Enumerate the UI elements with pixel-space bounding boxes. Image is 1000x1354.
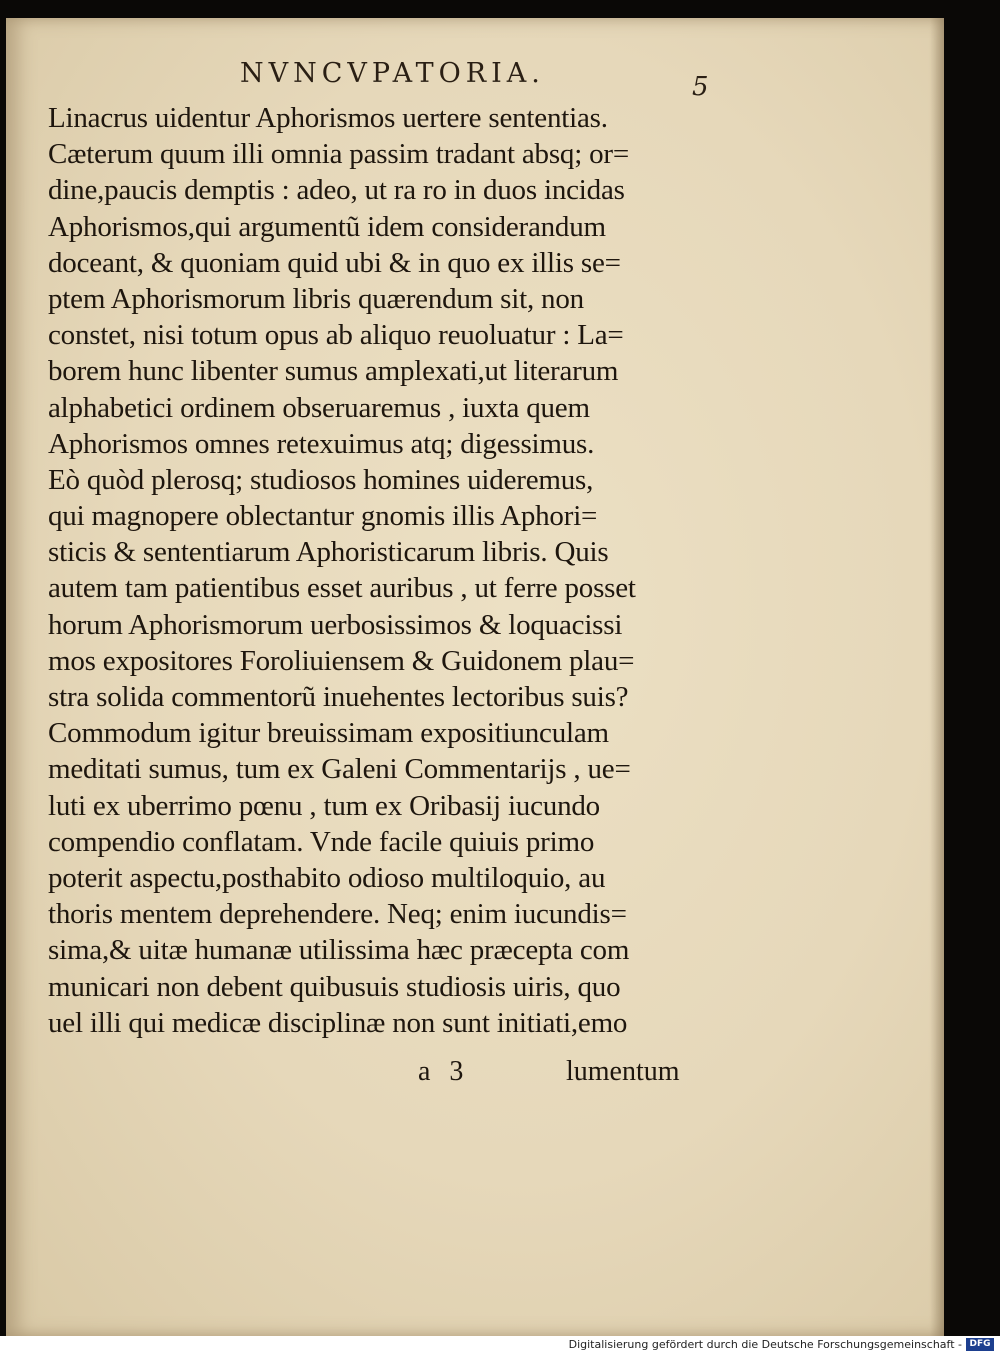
text-line: autem tam patientibus esset auribus , ut ferre posset [48,572,636,605]
text-line: sima,& uitæ humanæ utilissima hæc præcepta com [48,934,630,967]
text-line: horum Aphorismorum uerbosissimos & loquacissi [48,608,623,641]
text-line: borem hunc libenter sumus amplexati,ut literarum [48,355,619,388]
funding-credit: Digitalisierung gefördert durch die Deutsche Forschungsgemeinschaft - [568,1338,962,1351]
text-line: qui magnopere oblectantur gnomis illis Aphori= [48,500,598,533]
text-line: dine,paucis demptis : adeo, ut ra ro in duos incidas [48,174,625,207]
text-line: Eò quòd plerosq; studiosos homines uideremus, [48,463,594,496]
text-line: ptem Aphorismorum libris quærendum sit, non [48,282,584,315]
text-line: doceant, & quoniam quid ubi & in quo ex illis se= [48,246,621,279]
text-line: meditati sumus, tum ex Galeni Commentarijs , ue= [48,753,631,786]
text-line: Commodum igitur breuissimam expositiunculam [48,717,609,750]
text-line: luti ex uberrimo pœnu , tum ex Oribasij iucundo [48,789,600,822]
page-number: 5 [692,72,709,102]
text-line: Linacrus uidentur Aphorismos uertere sententias. [48,102,608,134]
page-edge-shadow [930,18,944,1336]
text-line: municari non debent quibusuis studiosis uiris, quo [48,970,621,1003]
body-text [48,100,728,1041]
text-line: Cæterum quum illi omnia passim tradant absq; or= [48,138,630,171]
dfg-logo: DFG [966,1338,994,1351]
text-line: constet, nisi totum opus ab aliquo reuoluatur : La= [48,319,624,352]
text-line: Aphorismos omnes retexuimus atq; digessimus. [48,427,595,460]
signature-mark: a 3 [418,1056,470,1087]
text-line: mos expositores Foroliuiensem & Guidonem plau= [48,644,635,677]
text-line: sticis & sententiarum Aphoristicarum libris. Quis [48,536,609,569]
text-line: uel illi qui medicæ disciplinæ non sunt initiati,emo [48,1006,628,1039]
text-line: poterit aspectu,posthabito odioso multiloquio, au [48,861,606,894]
running-head: NVNCVPATORIA. [240,58,545,89]
text-line: Aphorismos,qui argumentũ idem considerandum [48,210,606,243]
text-line: thoris mentem deprehendere. Neq; enim iucundis= [48,898,627,931]
text-line: compendio conflatam. Vnde facile quiuis primo [48,825,595,858]
catchword: lumentum [566,1056,680,1087]
text-line: stra solida commentorũ inuehentes lectoribus suis? [48,681,629,713]
text-line: alphabetici ordinem obseruaremus , iuxta quem [48,391,590,424]
